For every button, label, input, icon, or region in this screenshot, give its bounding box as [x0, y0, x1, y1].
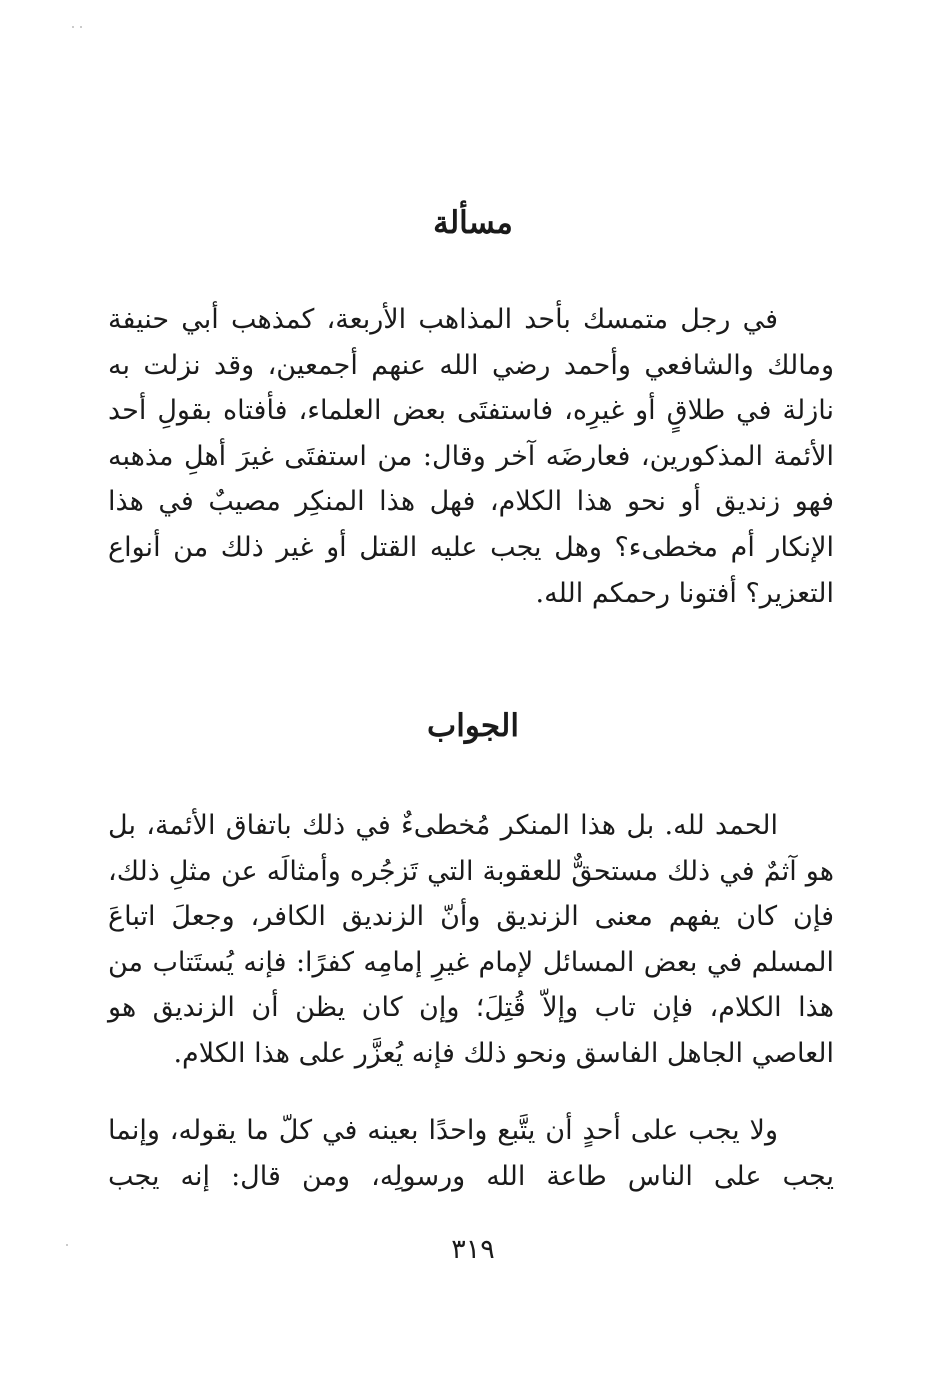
- question-paragraph: في رجل متمسك بأحد المذاهب الأربعة، كمذهب أبي حنيفة ومالك والشافعي وأحمد رضي الله عنهم أجمعين، وقد نزلت به نازلة في طلاقٍ أو غيرِه، فاستفتَى بعض العلماء، فأفتاه بقولِ أحد الأئمة المذكورين، فعارضَه آخر وقال: من استفتَى غيرَ أهلِ مذهبه فهو زنديق أو نحو هذا الكلام، فهل هذا المنكِر مصيبٌ في هذا الإنكار أم مخطىء؟ وهل يجب عليه القتل أو غير ذلك من أنواع التعزير؟ أفتونا رحمكم الله.: [108, 304, 834, 609]
- answer-heading: الجواب: [427, 708, 519, 744]
- answer-paragraph: ولا يجب على أحدٍ أن يتَّبع واحدًا بعينه في كلّ ما يقوله، وإنما يجب على الناس طاعة الله ورسولِه، ومن قال: إنه يجب: [108, 1115, 834, 1192]
- answer-paragraph: الحمد لله. بل هذا المنكر مُخطىءٌ في ذلك باتفاق الأئمة، بل هو آثمٌ في ذلك مستحقٌّ للعقوبة التي تَزجُره وأمثالَه عن مثلِ ذلك، فإن كان يفهم معنى الزنديق وأنّ الزنديق الكافر، وجعلَ اتباعَ المسلم في بعض المسائل لإمام غيرِ إمامِه كفرًا: فإنه يُستَتاب من هذا الكلام، فإن تاب وإلاّ قُتِلَ؛ وإن كان يظن أن الزنديق هو العاصي الجاهل الفاسق ونحو ذلك فإنه يُعزَّر على هذا الكلام.: [108, 810, 834, 1069]
- question-heading: مسألة: [433, 205, 513, 241]
- page-number: ٣١٩: [451, 1234, 495, 1265]
- scan-speck: [80, 26, 82, 28]
- scan-speck: [72, 26, 74, 28]
